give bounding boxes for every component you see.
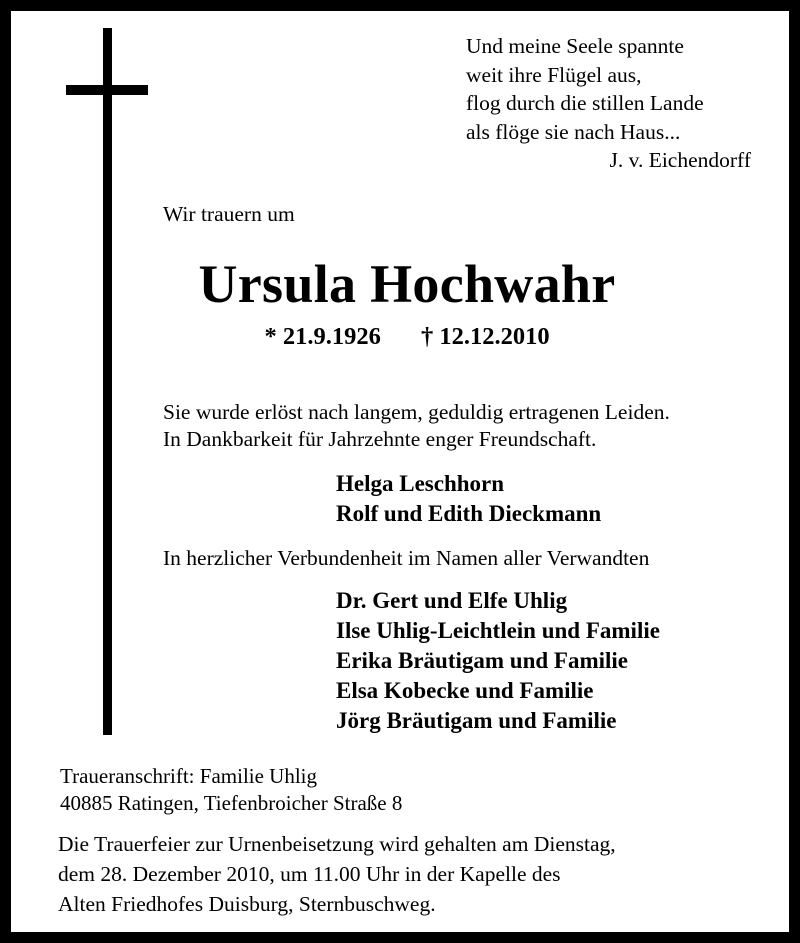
birth-star-icon: *: [264, 323, 277, 350]
quote-line-2: weit ihre Flügel aus,: [466, 62, 642, 87]
tribute-line-1: Sie wurde erlöst nach langem, geduldig ertragenen Leiden.: [163, 400, 670, 424]
address-line-1: Traueranschrift: Familie Uhlig: [60, 764, 318, 788]
deceased-name: [11, 254, 789, 314]
relative-signer-2: Ilse Uhlig-Leichtlein und Familie: [336, 618, 660, 643]
ceremony-line-1: Die Trauerfeier zur Urnenbeisetzung wird gehalten am Dienstag,: [58, 832, 616, 856]
deceased-name-text: Ursula Hochwahr: [198, 254, 616, 314]
primary-signers: [336, 469, 601, 529]
tribute-line-2: In Dankbarkeit für Jahrzehnte enger Freundschaft.: [163, 426, 597, 451]
relative-signer-3: Erika Bräutigam und Familie: [336, 648, 628, 673]
primary-signer-2: Rolf und Edith Dieckmann: [336, 501, 602, 526]
birth-date-group: [264, 323, 387, 350]
death-cross-icon: †: [420, 323, 434, 350]
cross-horizontal-bar: [66, 85, 148, 95]
life-dates-inner: [250, 323, 549, 350]
lead-text: Wir trauern um: [163, 202, 295, 226]
cross-vertical-bar: [103, 28, 112, 735]
life-dates: [11, 322, 789, 352]
primary-signer-1: Helga Leschhorn: [336, 471, 505, 496]
quote-line-3: flog durch die stillen Lande: [466, 91, 704, 115]
relative-signer-5: Jörg Bräutigam und Familie: [336, 708, 617, 733]
relative-signer-1: Dr. Gert und Elfe Uhlig: [336, 588, 568, 613]
relatives-intro: In herzlicher Verbundenheit im Namen aller Verwandten: [163, 546, 650, 570]
ceremony-line-2: dem 28. Dezember 2010, um 11.00 Uhr in der Kapelle des: [58, 862, 561, 886]
birth-date: 21.9.1926: [282, 323, 381, 350]
notice-inner: [11, 11, 789, 932]
death-date-group: [421, 323, 550, 350]
mourning-address: [60, 763, 402, 817]
quote-line-1: Und meine Seele spannte: [466, 34, 684, 58]
relative-signer-4: Elsa Kobecke und Familie: [336, 678, 594, 703]
relative-signers: [336, 586, 660, 736]
ceremony-line-3: Alten Friedhofes Duisburg, Sternbuschweg.: [58, 892, 436, 916]
quote-line-4: als flöge sie nach Haus...: [466, 119, 681, 144]
address-line-2: 40885 Ratingen, Tiefenbroicher Straße 8: [60, 791, 403, 815]
cross-icon: [11, 11, 171, 751]
memorial-quote: [466, 32, 751, 175]
death-date: 12.12.2010: [439, 323, 550, 350]
quote-attribution: J. v. Eichendorff: [609, 148, 751, 172]
ceremony-details: [58, 829, 765, 919]
tribute-text: [163, 399, 773, 452]
